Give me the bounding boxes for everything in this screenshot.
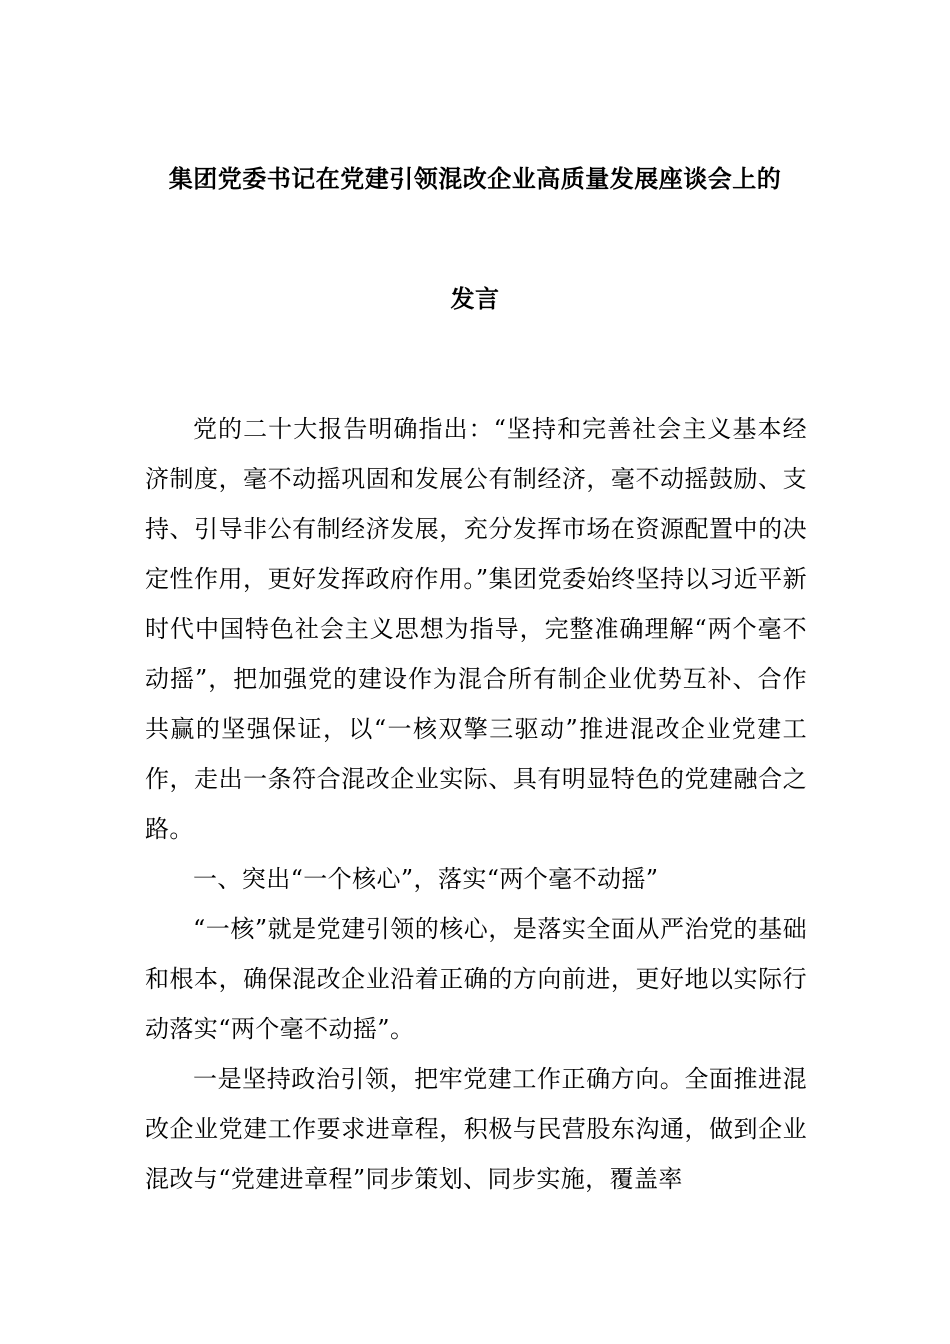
paragraph-political-leadership: 一是坚持政治引领，把牢党建工作正确方向。全面推进混改企业党建工作要求进章程，积极与民营股东沟通，做到企业混改与“党建进章程”同步策划、同步实施，覆盖率 [145, 1065, 807, 1193]
document-body [145, 404, 807, 1204]
section-heading-1: 一、突出“一个核心”，落实“两个毫不动摇” [193, 865, 659, 893]
document-title-line-1: 集团党委书记在党建引领混改企业高质量发展座谈会上的 [168, 165, 782, 193]
paragraph-intro: 党的二十大报告明确指出：“坚持和完善社会主义基本经济制度，毫不动摇巩固和发展公有制经济，毫不动摇鼓励、支持、引导非公有制经济发展，充分发挥市场在资源配置中的决定性作用，更好发挥政府作用。”集团党委始终坚持以习近平新时代中国特色社会主义思想为指导，完整准确理解“两个毫不动摇”，把加强党的建设作为混合所有制企业优势互补、合作共赢的坚强保证，以“一核双擎三驱动”推进混改企业党建工作，走出一条符合混改企业实际、具有明显特色的党建融合之路。 [145, 415, 807, 843]
paragraph-core: “一核”就是党建引领的核心，是落实全面从严治党的基础和根本，确保混改企业沿着正确的方向前进，更好地以实际行动落实“两个毫不动摇”。 [145, 915, 807, 1043]
document-title-line-2: 发言 [450, 285, 500, 313]
